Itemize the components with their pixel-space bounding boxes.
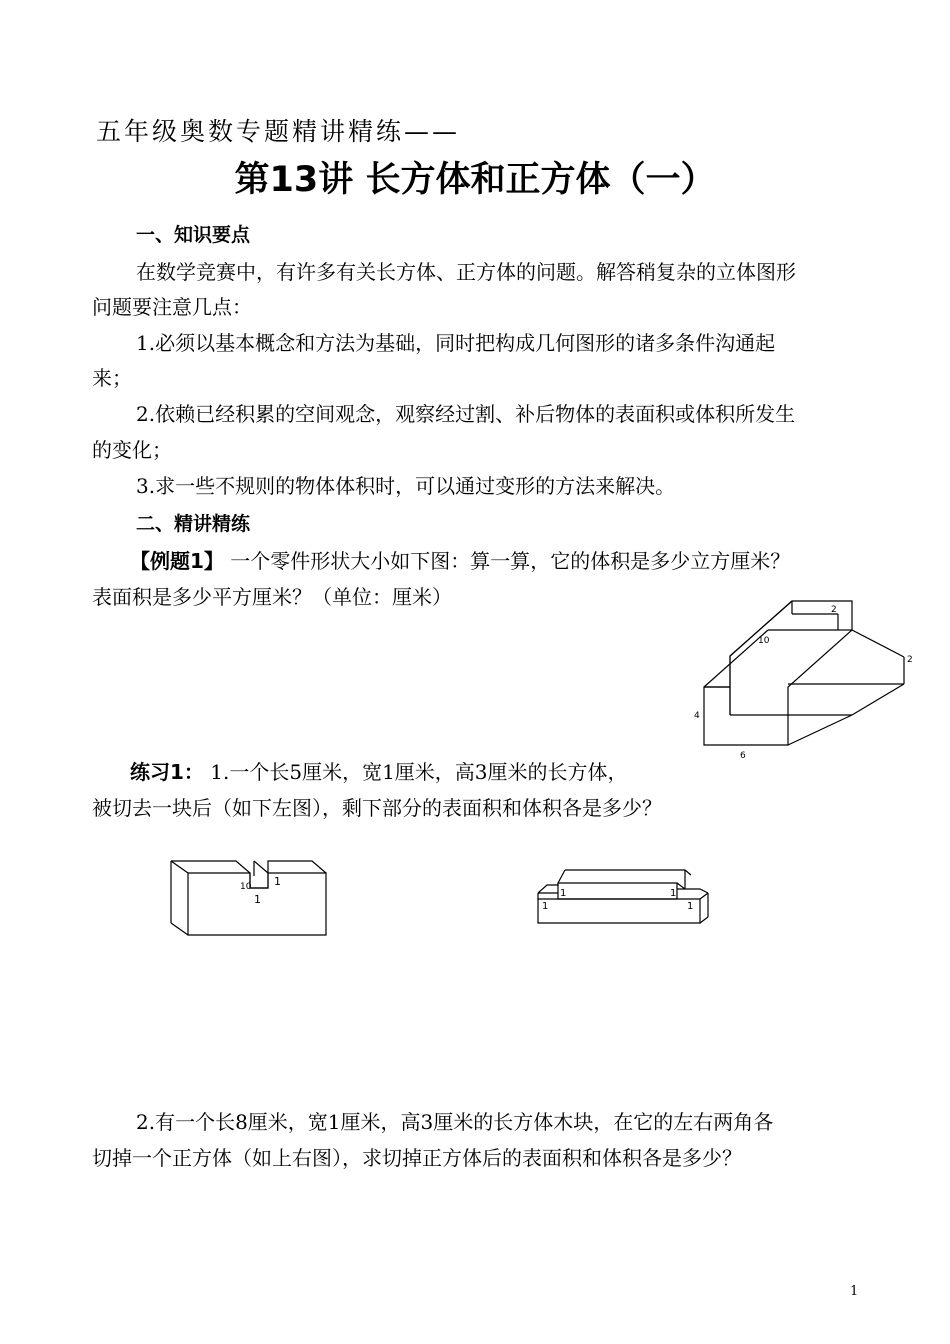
page-number: 1 (850, 1284, 859, 1299)
example-1-figure (690, 600, 930, 770)
fig3-left-step (538, 883, 558, 893)
fig1-label-top: 2 (831, 605, 837, 615)
page-title: 第13讲 长方体和正方体（一） (234, 160, 716, 200)
section-heading-key-points: 一、知识要点 (136, 224, 251, 246)
fig3-label-c: 1 (542, 901, 549, 912)
fig3-label-b: 1 (670, 888, 677, 899)
fig3-edge (558, 870, 565, 883)
fig3-upper-face (558, 883, 677, 899)
example-1-question-line2: 表面积是多少平方厘米？（单位：厘米） (92, 585, 452, 609)
fig1-edge (852, 630, 904, 657)
fig3-edge (677, 883, 685, 889)
fig1-label-length: 10 (758, 636, 770, 646)
fig3-lower-face (538, 899, 700, 923)
fig1-label-bottom: 6 (740, 751, 746, 761)
fig2-edge (171, 923, 188, 935)
fig2-label-a: 10 (240, 882, 252, 892)
practice-1-question-line2: 被切去一块后（如下左图），剩下部分的表面积和体积各是多少？ (92, 796, 662, 820)
practice-2-question-line1: 2.有一个长8厘米，宽1厘米，高3厘米的长方体木块，在它的左右两角各 (136, 1110, 774, 1134)
fig2-edge (171, 861, 188, 873)
practice-1-label: 练习1： (130, 760, 204, 784)
fig1-front-face (704, 601, 852, 745)
fig1-edge (852, 684, 904, 715)
series-heading: 五年级奥数专题精讲精练—— (96, 117, 461, 146)
fig1-label-height: 4 (694, 711, 700, 721)
fig2-label-c: 1 (254, 893, 261, 906)
point-1-line2: 来； (92, 366, 132, 390)
fig3-right-step (677, 889, 708, 893)
fig1-label-right: 2 (907, 655, 913, 665)
point-2-line1: 2.依赖已经积累的空间观念，观察经过割、补后物体的表面积或体积所发生 (136, 402, 796, 426)
fig3-label-a: 1 (560, 888, 567, 899)
practice-1-question-line1: 1.一个长5厘米，宽1厘米，高3厘米的长方体， (210, 760, 628, 784)
fig2-edge (254, 861, 268, 873)
intro-text-line2: 问题要注意几点： (92, 295, 252, 319)
point-1-line1: 1.必须以基本概念和方法为基础，同时把构成几何图形的诸多条件沟通起 (136, 331, 776, 355)
example-1-question-line1: 一个零件形状大小如下图：算一算，它的体积是多少立方厘米？ (230, 549, 791, 573)
intro-text-line1: 在数学竞赛中，有许多有关长方体、正方体的问题。解答稍复杂的立体图形 (136, 260, 796, 284)
practice-1-right-figure (530, 865, 720, 930)
example-1-label: 【例题1】 (130, 549, 224, 573)
point-3: 3.求一些不规则的物体体积时，可以通过变形的方法来解决。 (136, 474, 676, 498)
section-heading-practice: 二、精讲精练 (136, 513, 251, 535)
fig3-label-d: 1 (687, 901, 694, 912)
fig1-edge (788, 715, 852, 745)
fig3-edge (700, 917, 708, 923)
fig3-edge (700, 893, 708, 899)
fig2-label-b: 1 (274, 875, 281, 888)
practice-2-question-line2: 切掉一个正方体（如上右图），求切掉正方体后的表面积和体积各是多少？ (92, 1146, 742, 1170)
practice-1-left-figure (168, 855, 338, 945)
point-2-line2: 的变化； (92, 438, 172, 462)
fig3-top-edge (565, 870, 691, 875)
fig1-edge (730, 601, 792, 656)
